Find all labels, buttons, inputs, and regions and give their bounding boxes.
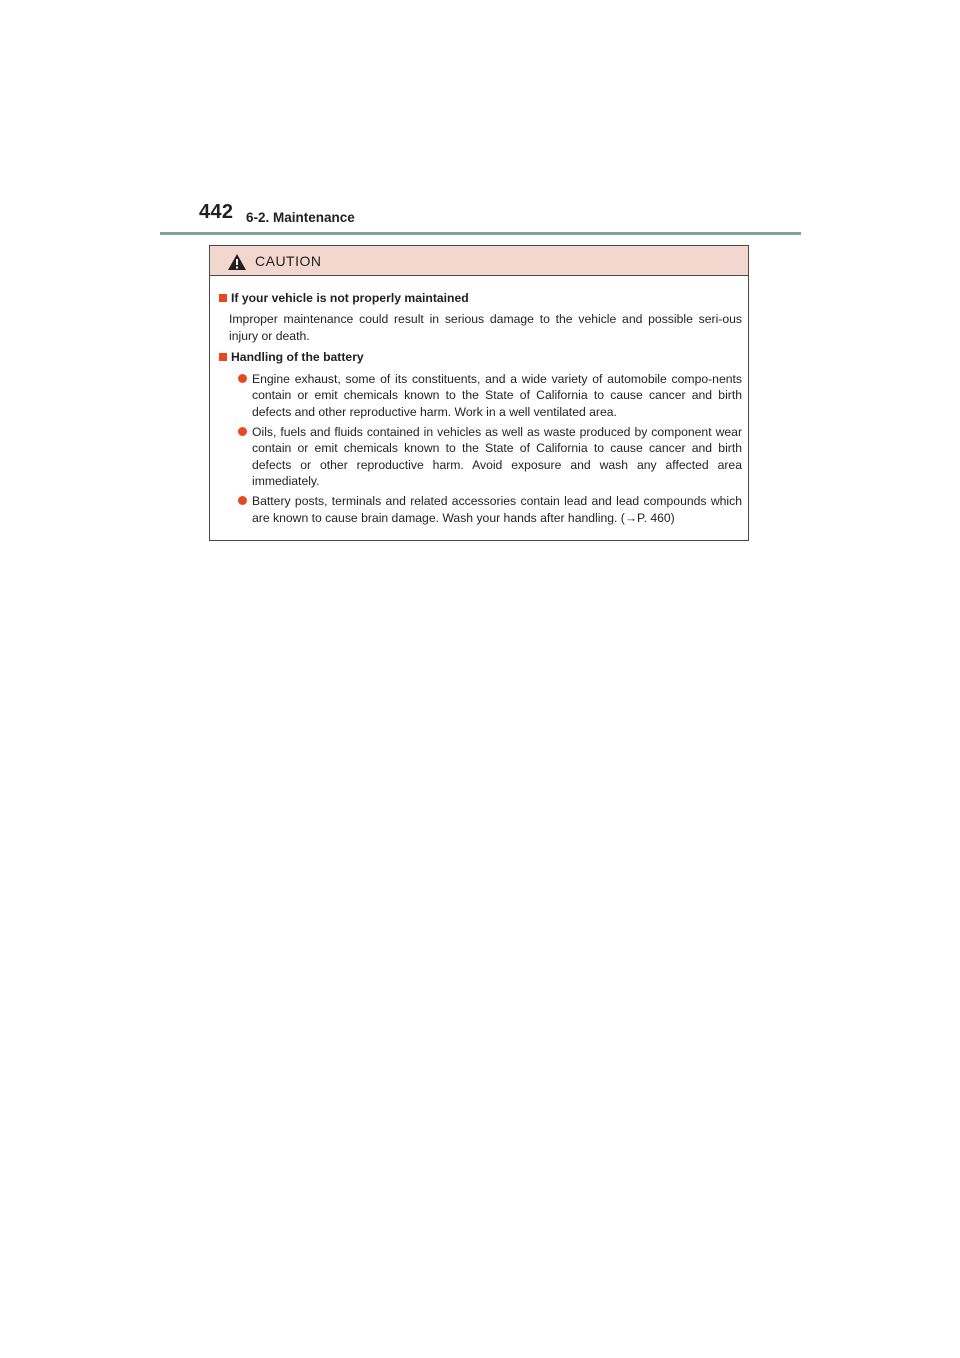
topic-battery [219,349,742,526]
warning-triangle-icon [227,253,247,271]
bullet-text: Battery posts, terminals and related accessories contain lead and lead compounds which are known to cause brain damage. Wash your hands after handling. (→P. 460) [252,494,742,525]
topic-maintenance [219,290,742,344]
square-bullet-icon [219,294,227,302]
topic-text: Improper maintenance could result in serious damage to the vehicle and possible seri-ous injury or death. [229,312,742,343]
section-title: 6-2. Maintenance [246,210,355,225]
bullet-text: Oils, fuels and fluids contained in vehicles as well as waste produced by component wear contain or emit chemicals known to the State of California to cause cancer and birth defects or other reproductive harm. Avoid exposure and wash any affected area immediately. [252,425,742,488]
caution-box [209,245,749,541]
topic-title-battery [219,349,742,365]
square-bullet-icon [219,353,227,361]
circle-bullet-icon [238,496,247,505]
bullet-list [219,371,742,526]
header-rule [160,232,801,235]
topic-title-text: Handling of the battery [231,349,364,364]
topic-title-text: If your vehicle is not properly maintained [231,291,469,305]
caution-label: CAUTION [255,252,322,269]
page-number: 442 [199,201,234,223]
caution-body [210,276,748,526]
list-item [219,424,742,489]
bullet-text: Engine exhaust, some of its constituents, and a wide variety of automobile compo-nents contain or emit chemicals known to the State of California to cause cancer and birth defects and other reproductive harm. Work in a well ventilated area. [252,372,742,419]
topic-title-maintenance [219,290,742,306]
list-item [219,493,742,526]
caution-header [210,246,748,276]
circle-bullet-icon [238,427,247,436]
circle-bullet-icon [238,374,247,383]
list-item [219,371,742,420]
